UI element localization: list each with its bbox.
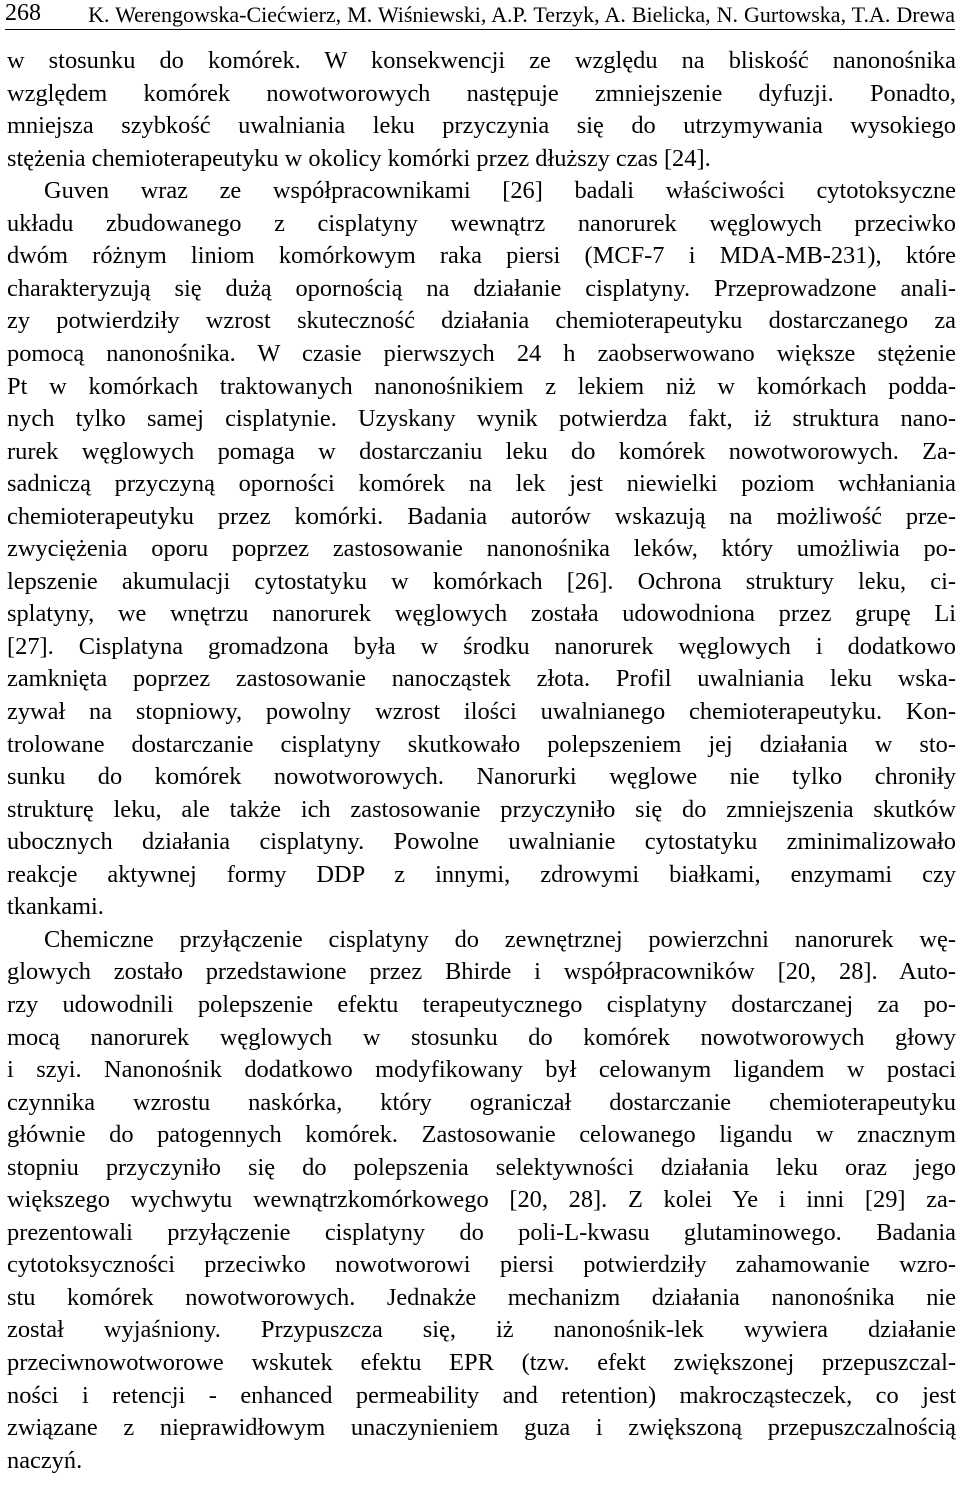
text-line: Pt w komórkach traktowanych nanonośnikiem z lekiem niż w komórkach podda- — [7, 372, 956, 400]
text-line: tkankami. — [7, 893, 104, 921]
text-line: stężenia chemioterapeutyku w okolicy komórki przez dłuższy czas [24]. — [7, 144, 711, 172]
text-line: Guven wraz ze współpracownikami [26] badali właściwości cytotoksyczne — [44, 177, 956, 205]
text-line: cytotoksyczności przeciwko nowotworowi piersi potwierdziły zahamowanie wzro- — [7, 1251, 956, 1279]
text-line: większego wychwytu wewnątrzkomórkowego [20, 28]. Z kolei Ye i inni [29] za- — [7, 1186, 956, 1214]
text-line: sadniczą przyczyną oporności komórek na lek jest niewielki poziom wchłaniania — [7, 470, 956, 498]
text-line: stu komórek nowotworowych. Jednakże mechanizm działania nanonośnika nie — [7, 1283, 956, 1311]
text-line: dwóm różnym liniom komórkowym raka piersi (MCF-7 i MDA-MB-231), które — [7, 242, 956, 270]
text-line: w stosunku do komórek. W konsekwencji ze względu na bliskość nanonośnika — [7, 47, 956, 74]
text-line: względem komórek nowotworowych następuje zmniejszenie dyfuzji. Ponadto, — [7, 79, 956, 107]
text-line: prezentowali przyłączenie cisplatyny do poli-L-kwasu glutaminowego. Badania — [7, 1218, 956, 1246]
text-line: przeciwnowotworowe wskutek efektu EPR (tzw. efekt zwiększonej przepuszczal- — [7, 1349, 956, 1376]
text-line: Chemiczne przyłączenie cisplatyny do zewnętrznej powierzchni nanorurek wę- — [44, 925, 956, 953]
page-number: 268 — [5, 0, 41, 26]
text-line: charakteryzują się dużą opornością na działanie cisplatyny. Przeprowadzone anali- — [7, 274, 956, 302]
text-line: został wyjaśniony. Przypuszcza się, iż nanonośnik-lek wywiera działanie — [7, 1316, 956, 1344]
text-line: związane z nieprawidłowym unaczynieniem guza i zwiększoną przepuszczalnością — [7, 1414, 956, 1442]
text-line: i szyi. Nanonośnik dodatkowo modyfikowany był celowanym ligandem w postaci — [7, 1056, 956, 1083]
text-line: mniejsza szybkość uwalniania leku przyczynia się do utrzymywania wysokiego — [7, 112, 956, 140]
text-line: splatyny, we wnętrzu nanorurek węglowych została udowodniona przez grupę Li — [7, 600, 956, 628]
text-line: układu zbudowanego z cisplatyny wewnątrz nanorurek węglowych przeciwko — [7, 209, 956, 237]
text-line: mocą nanorurek węglowych w stosunku do komórek nowotworowych głowy — [7, 1023, 956, 1051]
text-line: chemioterapeutyku przez komórki. Badania autorów wskazują na możliwość prze- — [7, 502, 956, 530]
text-line: zwyciężenia oporu poprzez zastosowanie nanonośnika leków, który umożliwia po- — [7, 535, 956, 563]
text-line: czynnika wzrostu naskórka, który ograniczał dostarczanie chemioterapeutyku — [7, 1088, 956, 1116]
text-line: naczyń. — [7, 1446, 83, 1474]
text-line: zy potwierdziły wzrost skuteczność działania chemioterapeutyku dostarczanego za — [7, 307, 956, 335]
text-line: ubocznych działania cisplatyny. Powolne uwalnianie cytostatyku zminimalizowało — [7, 828, 956, 856]
text-line: rurek węglowych pomaga w dostarczaniu leku do komórek nowotworowych. Za- — [7, 437, 956, 465]
running-head-authors: K. Werengowska-Ciećwierz, M. Wiśniewski, A.P. Terzyk, A. Bielicka, N. Gurtowska, T.A. Drewa — [88, 2, 955, 27]
text-line: ności i retencji - enhanced permeability and retention) makrocząsteczek, co jest — [7, 1381, 956, 1409]
text-line: nych tylko samej cisplatynie. Uzyskany wynik potwierdza fakt, iż struktura nano- — [7, 405, 956, 432]
text-line: trolowane dostarczanie cisplatyny skutkowało polepszeniem jej działania w sto- — [7, 730, 956, 758]
text-line: strukturę leku, ale także ich zastosowanie przyczyniło się do zmniejszenia skutków — [7, 795, 956, 823]
text-line: lepszenie akumulacji cytostatyku w komórkach [26]. Ochrona struktury leku, ci- — [7, 567, 956, 595]
text-line: zamknięta poprzez zastosowanie nanocząstek złota. Profil uwalniania leku wska- — [7, 665, 956, 693]
text-line: [27]. Cisplatyna gromadzona była w środku nanorurek węglowych i dodatkowo — [7, 632, 956, 660]
text-line: pomocą nanonośnika. W czasie pierwszych 24 h zaobserwowano większe stężenie — [7, 339, 956, 367]
page-header — [5, 0, 955, 30]
text-line: głównie do patogennych komórek. Zastosowanie celowanego ligandu w znacznym — [7, 1121, 956, 1149]
text-line: rzy udowodnili polepszenie efektu terapeutycznego cisplatyny dostarczanej za po- — [7, 990, 956, 1018]
text-line: zywał na stopniowy, powolny wzrost ilości uwalnianego chemioterapeutyku. Kon- — [7, 698, 956, 725]
text-line: reakcje aktywnej formy DDP z innymi, zdrowymi białkami, enzymami czy — [7, 860, 956, 888]
header-rule — [5, 29, 955, 30]
text-line: stopniu przyczyniło się do polepszenia selektywności działania leku oraz jego — [7, 1153, 956, 1181]
text-line: glowych zostało przedstawione przez Bhirde i współpracowników [20, 28]. Auto- — [7, 958, 956, 986]
text-line: sunku do komórek nowotworowych. Nanorurki węglowe nie tylko chroniły — [7, 763, 956, 791]
